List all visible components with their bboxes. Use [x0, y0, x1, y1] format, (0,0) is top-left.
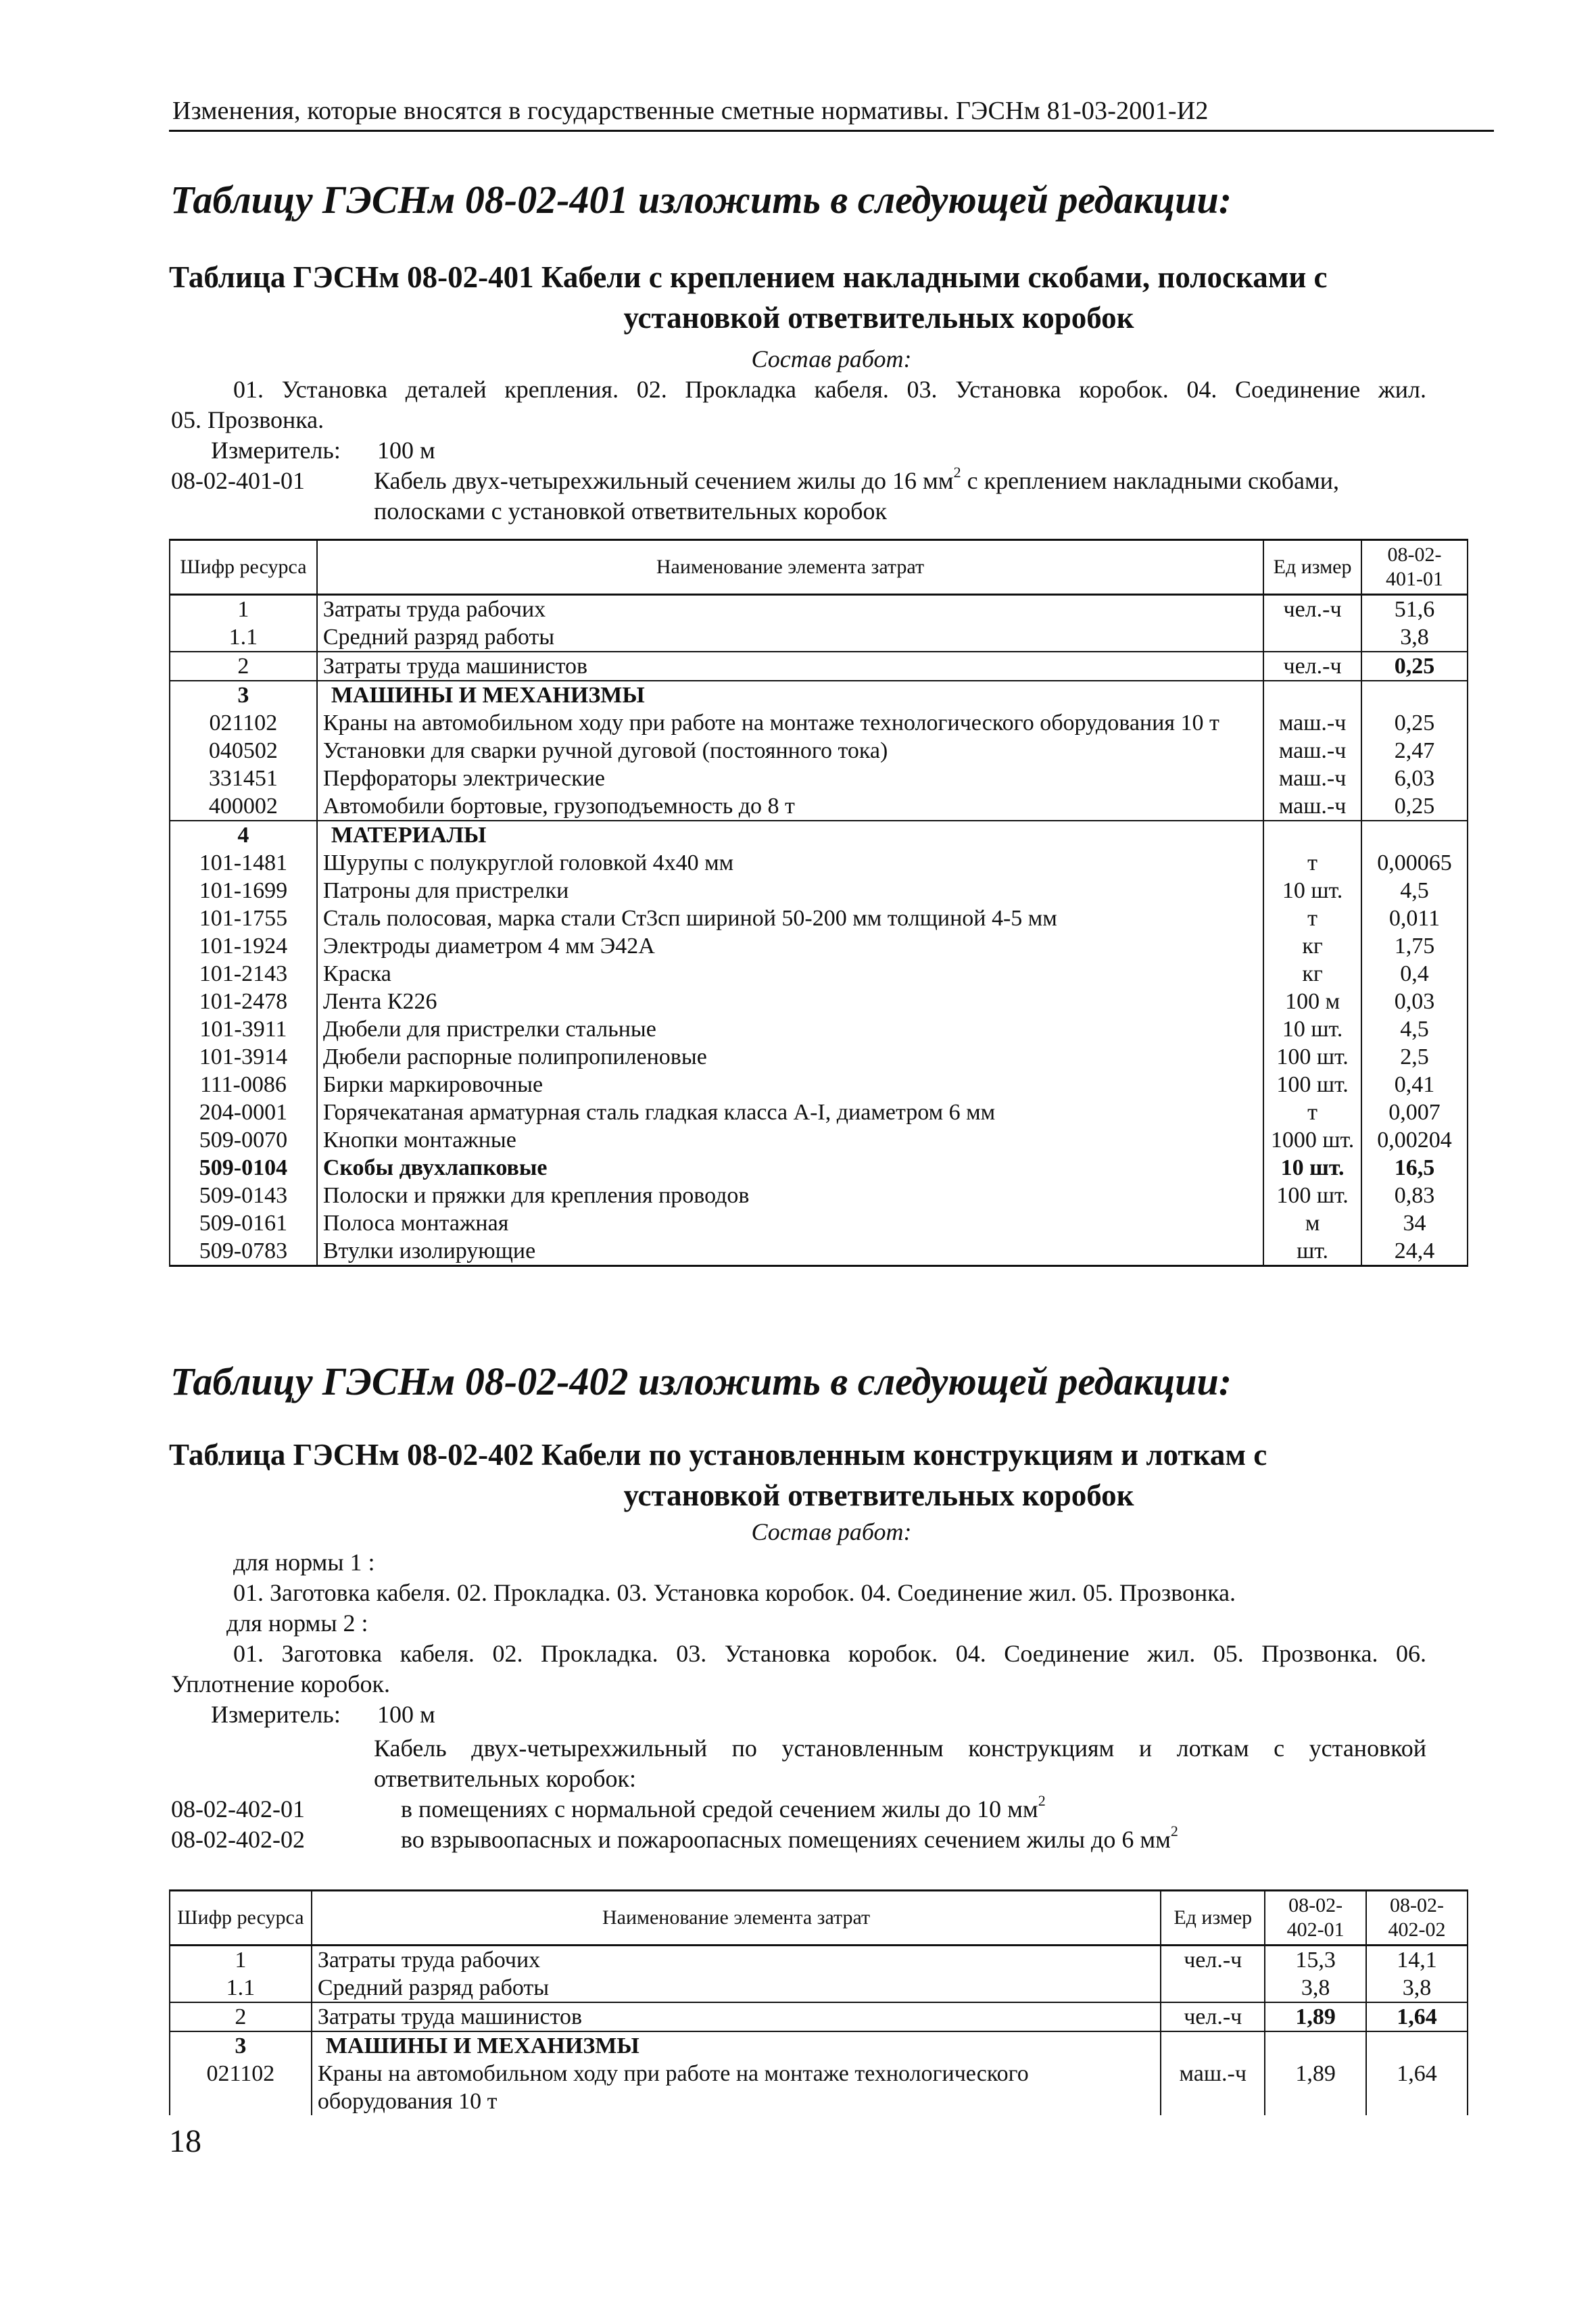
unit-cell: чел.-ч	[1161, 1946, 1265, 1975]
cost-element-cell: МАШИНЫ И МЕХАНИЗМЫ	[317, 681, 1263, 709]
desc-402-line2: ответвительных коробок:	[374, 1765, 637, 1792]
cost-element-cell: Затраты труда машинистов	[312, 2002, 1161, 2031]
table-row	[170, 1946, 1468, 1975]
norm-value-cell-1: 1,89	[1265, 2002, 1366, 2031]
cost-element-cell: Патроны для пристрелки	[317, 877, 1263, 904]
norm-table-401	[169, 539, 1468, 1267]
resource-code-cell: 101-1755	[170, 904, 317, 932]
table-row	[170, 623, 1468, 652]
unit-cell: т	[1263, 904, 1361, 932]
resource-code-cell: 101-1699	[170, 877, 317, 904]
norm-value-cell: 34	[1361, 1209, 1468, 1237]
cost-element-cell: Перфораторы электрические	[317, 765, 1263, 792]
norm-value-cell: 0,25	[1361, 709, 1468, 737]
norm-value-cell: 2,47	[1361, 737, 1468, 765]
norm-value-cell-1: 1,89	[1265, 2060, 1366, 2115]
cost-element-cell: Затраты труда машинистов	[317, 652, 1263, 681]
table-row	[170, 1099, 1468, 1126]
table-row	[170, 765, 1468, 792]
norm2-label: для нормы 2 :	[226, 1610, 368, 1637]
cost-element-cell: Бирки маркировочные	[317, 1071, 1263, 1099]
section-heading-402: Таблицу ГЭСНм 08-02-402 изложить в следующей редакции:	[170, 1359, 1232, 1403]
norm-text-402-02	[401, 1825, 1178, 1854]
resource-code-cell: 2	[170, 2002, 312, 2031]
norm-value-cell	[1361, 681, 1468, 709]
resource-code-cell: 021102	[170, 2060, 312, 2115]
resource-code-cell: 331451	[170, 765, 317, 792]
header-norm-402-02-l1: 08-02-	[1390, 1894, 1445, 1916]
cost-element-cell: Скобы двухлапковые	[317, 1154, 1263, 1182]
resource-code-cell: 1.1	[170, 623, 317, 652]
resource-code-cell: 101-2143	[170, 960, 317, 988]
resource-code-cell: 204-0001	[170, 1099, 317, 1126]
norm-value-cell: 0,4	[1361, 960, 1468, 988]
table-title-402-line2: установкой ответвительных коробок	[623, 1478, 1134, 1512]
cost-element-cell: Затраты труда рабочих	[317, 595, 1263, 624]
norm-value-cell: 0,25	[1361, 652, 1468, 681]
table-row	[170, 1043, 1468, 1071]
desc-402-line1: Кабель двух-четырехжильный по установленным конструкциям и лоткам с установкой	[374, 1735, 1426, 1762]
norm-code-402-02: 08-02-402-02	[171, 1826, 305, 1853]
resource-code-cell: 509-0161	[170, 1209, 317, 1237]
table-row	[170, 821, 1468, 849]
resource-code-cell: 040502	[170, 737, 317, 765]
norm-value-cell-1	[1265, 2031, 1366, 2060]
norm-value-cell: 51,6	[1361, 595, 1468, 624]
unit-cell: маш.-ч	[1263, 737, 1361, 765]
header-unit: Ед измер	[1161, 1891, 1265, 1946]
unit-cell: т	[1263, 849, 1361, 877]
header-norm-402-01-l2: 402-01	[1286, 1919, 1345, 1941]
norm-value-cell: 16,5	[1361, 1154, 1468, 1182]
unit-cell: 100 шт.	[1263, 1182, 1361, 1209]
norm2-work-line1: 01. Заготовка кабеля. 02. Прокладка. 03. Установка коробок. 04. Соединение жил. 05. Прозвонка. 06.	[233, 1640, 1426, 1667]
table-row	[170, 1209, 1468, 1237]
table-row	[170, 1237, 1468, 1266]
norm-value-cell: 0,00065	[1361, 849, 1468, 877]
unit-cell: 10 шт.	[1263, 1015, 1361, 1043]
norm-value-cell: 0,007	[1361, 1099, 1468, 1126]
table-header-row	[170, 540, 1468, 595]
norm-code-402-01: 08-02-402-01	[171, 1795, 305, 1823]
work-line-401-1: 01. Установка деталей крепления. 02. Прокладка кабеля. 03. Установка коробок. 04. Соединение жил.	[233, 376, 1426, 403]
resource-code-cell: 101-1481	[170, 849, 317, 877]
unit-cell: 100 шт.	[1263, 1043, 1361, 1071]
cost-element-cell: Сталь полосовая, марка стали Ст3сп шириной 50-200 мм толщиной 4-5 мм	[317, 904, 1263, 932]
header-resource-code: Шифр ресурса	[170, 540, 317, 595]
resource-code-cell: 1.1	[170, 1974, 312, 2002]
header-norm-402-02-l2: 402-02	[1388, 1919, 1446, 1941]
table-row	[170, 792, 1468, 821]
header-norm-402-01-l1: 08-02-	[1288, 1894, 1343, 1916]
cost-element-cell: Установки для сварки ручной дуговой (постоянного тока)	[317, 737, 1263, 765]
work-caption-402: Состав работ:	[751, 1518, 912, 1545]
cost-element-cell: Полоса монтажная	[317, 1209, 1263, 1237]
norm-value-cell-1: 3,8	[1265, 1974, 1366, 2002]
table-row	[170, 1126, 1468, 1154]
unit-cell: т	[1263, 1099, 1361, 1126]
unit-cell: м	[1263, 1209, 1361, 1237]
unit-cell: кг	[1263, 932, 1361, 960]
measure-value-402: 100 м	[377, 1701, 435, 1728]
running-header: Изменения, которые вносятся в государственные сметные нормативы. ГЭСНм 81-03-2001-И2	[172, 97, 1209, 125]
unit-cell: 100 шт.	[1263, 1071, 1361, 1099]
unit-cell	[1263, 821, 1361, 849]
table-title-401-line1: Таблица ГЭСНм 08-02-401 Кабели с креплением накладными скобами, полосками с	[169, 260, 1328, 294]
cost-element-cell: Средний разряд работы	[312, 1974, 1161, 2002]
table-row	[170, 709, 1468, 737]
measure-label-402: Измеритель:	[211, 1701, 341, 1728]
norm-value-cell: 0,25	[1361, 792, 1468, 821]
resource-code-cell: 101-1924	[170, 932, 317, 960]
norm1-work: 01. Заготовка кабеля. 02. Прокладка. 03. Установка коробок. 04. Соединение жил. 05. Прозвонка.	[233, 1579, 1236, 1606]
table-row	[170, 1154, 1468, 1182]
cost-element-cell: Электроды диаметром 4 мм Э42А	[317, 932, 1263, 960]
table-header-row	[170, 1891, 1468, 1946]
header-rule	[169, 130, 1494, 132]
norm1-label: для нормы 1 :	[233, 1549, 375, 1576]
cost-element-cell: Кнопки монтажные	[317, 1126, 1263, 1154]
table-row	[170, 2060, 1468, 2115]
resource-code-cell: 509-0070	[170, 1126, 317, 1154]
norm-value-cell: 3,8	[1361, 623, 1468, 652]
unit-cell: чел.-ч	[1263, 652, 1361, 681]
table-title-401-line2: установкой ответвительных коробок	[623, 301, 1134, 335]
resource-code-cell: 400002	[170, 792, 317, 821]
unit-cell: 10 шт.	[1263, 1154, 1361, 1182]
table-row	[170, 595, 1468, 624]
resource-code-cell: 509-0783	[170, 1237, 317, 1266]
resource-code-cell: 101-3914	[170, 1043, 317, 1071]
norm-value-cell: 0,03	[1361, 988, 1468, 1015]
cost-element-cell: Дюбели распорные полипропиленовые	[317, 1043, 1263, 1071]
resource-code-cell: 101-3911	[170, 1015, 317, 1043]
header-resource-code: Шифр ресурса	[170, 1891, 312, 1946]
norm-text-402-02-sup: 2	[1170, 1823, 1178, 1839]
table-title-402	[169, 1434, 1494, 1516]
unit-cell: маш.-ч	[1161, 2060, 1265, 2115]
resource-code-cell: 3	[170, 681, 317, 709]
table-row	[170, 904, 1468, 932]
unit-cell: кг	[1263, 960, 1361, 988]
cost-element-cell: Дюбели для пристрелки стальные	[317, 1015, 1263, 1043]
norm-value-cell-2: 1,64	[1366, 2002, 1468, 2031]
table-row	[170, 932, 1468, 960]
norm-code-401-01: 08-02-401-01	[171, 467, 305, 494]
norm-desc-401-01-line2: полосками с установкой ответвительных коробок	[374, 498, 887, 525]
norm-value-cell: 4,5	[1361, 1015, 1468, 1043]
table-row	[170, 877, 1468, 904]
unit-cell: 10 шт.	[1263, 877, 1361, 904]
norm-desc-a: Кабель двух-четырехжильный сечением жилы до 16 мм	[374, 467, 954, 494]
table-row	[170, 1182, 1468, 1209]
cost-element-cell: Затраты труда рабочих	[312, 1946, 1161, 1975]
section-heading-401: Таблицу ГЭСНм 08-02-401 изложить в следующей редакции:	[170, 178, 1232, 222]
cost-element-cell: Горячекатаная арматурная сталь гладкая класса А-I, диаметром 6 мм	[317, 1099, 1263, 1126]
work-caption-401: Состав работ:	[751, 345, 912, 372]
table-row	[170, 849, 1468, 877]
table-row	[170, 988, 1468, 1015]
table-row	[170, 652, 1468, 681]
resource-code-cell: 111-0086	[170, 1071, 317, 1099]
header-norm-l2: 401-01	[1386, 568, 1444, 590]
page-number: 18	[169, 2123, 201, 2159]
header-norm-401-01	[1361, 540, 1468, 595]
cost-element-cell: Средний разряд работы	[317, 623, 1263, 652]
norm-desc-sup: 2	[953, 464, 961, 481]
header-unit: Ед измер	[1263, 540, 1361, 595]
norm-value-cell-2: 1,64	[1366, 2060, 1468, 2115]
table-title-401	[169, 257, 1494, 338]
work-line-401-2: 05. Прозвонка.	[171, 406, 324, 433]
norm-text-402-01	[401, 1792, 1046, 1823]
cost-element-cell: Краны на автомобильном ходу при работе на монтаже технологического оборудования 10 т	[317, 709, 1263, 737]
norm-value-cell: 0,83	[1361, 1182, 1468, 1209]
measure-value-401: 100 м	[377, 437, 435, 464]
norm-value-cell-2	[1366, 2031, 1468, 2060]
unit-cell	[1263, 623, 1361, 652]
cost-element-cell: Краска	[317, 960, 1263, 988]
header-norm-402-01	[1265, 1891, 1366, 1946]
norm-value-cell-2: 14,1	[1366, 1946, 1468, 1975]
header-norm-402-02	[1366, 1891, 1468, 1946]
norm-value-cell: 1,75	[1361, 932, 1468, 960]
unit-cell: маш.-ч	[1263, 709, 1361, 737]
norm-text-402-01-main: в помещениях с нормальной средой сечением жилы до 10 мм	[401, 1795, 1038, 1823]
resource-code-cell: 509-0104	[170, 1154, 317, 1182]
cost-element-cell: МАТЕРИАЛЫ	[317, 821, 1263, 849]
unit-cell	[1161, 1974, 1265, 2002]
cost-element-cell: Лента К226	[317, 988, 1263, 1015]
norm2-work-line2: Уплотнение коробок.	[171, 1670, 391, 1697]
resource-code-cell: 101-2478	[170, 988, 317, 1015]
norm-value-cell: 0,011	[1361, 904, 1468, 932]
table-row	[170, 737, 1468, 765]
norm-value-cell: 24,4	[1361, 1237, 1468, 1266]
norm-value-cell: 6,03	[1361, 765, 1468, 792]
norm-value-cell: 0,41	[1361, 1071, 1468, 1099]
norm-table-402	[169, 1889, 1468, 2115]
unit-cell: 1000 шт.	[1263, 1126, 1361, 1154]
cost-element-cell: МАШИНЫ И МЕХАНИЗМЫ	[312, 2031, 1161, 2060]
resource-code-cell: 1	[170, 595, 317, 624]
norm-value-cell-2: 3,8	[1366, 1974, 1468, 2002]
unit-cell: маш.-ч	[1263, 792, 1361, 821]
norm-desc-401-01	[374, 466, 1469, 495]
measure-label-401: Измеритель:	[211, 437, 341, 464]
resource-code-cell: 2	[170, 652, 317, 681]
unit-cell	[1161, 2031, 1265, 2060]
header-cost-element: Наименование элемента затрат	[312, 1891, 1161, 1946]
norm-value-cell: 2,5	[1361, 1043, 1468, 1071]
unit-cell: 100 м	[1263, 988, 1361, 1015]
table-row	[170, 681, 1468, 709]
unit-cell: шт.	[1263, 1237, 1361, 1266]
table-row	[170, 1071, 1468, 1099]
table-row	[170, 960, 1468, 988]
cost-element-cell: Втулки изолирующие	[317, 1237, 1263, 1266]
unit-cell	[1263, 681, 1361, 709]
cost-element-cell: Краны на автомобильном ходу при работе на монтаже технологического оборудования 10 т	[312, 2060, 1161, 2115]
unit-cell: маш.-ч	[1263, 765, 1361, 792]
norm-text-402-01-sup: 2	[1038, 1792, 1046, 1809]
table-title-402-line1: Таблица ГЭСНм 08-02-402 Кабели по установленным конструкциям и лоткам с	[169, 1438, 1267, 1472]
norm-value-cell: 4,5	[1361, 877, 1468, 904]
table-row	[170, 2002, 1468, 2031]
resource-code-cell: 1	[170, 1946, 312, 1975]
unit-cell: чел.-ч	[1161, 2002, 1265, 2031]
cost-element-cell: Полоски и пряжки для крепления проводов	[317, 1182, 1263, 1209]
resource-code-cell: 4	[170, 821, 317, 849]
header-norm-l1: 08-02-	[1387, 544, 1442, 566]
norm-value-cell	[1361, 821, 1468, 849]
resource-code-cell: 021102	[170, 709, 317, 737]
resource-code-cell: 509-0143	[170, 1182, 317, 1209]
unit-cell: чел.-ч	[1263, 595, 1361, 624]
table-row	[170, 1974, 1468, 2002]
norm-value-cell: 0,00204	[1361, 1126, 1468, 1154]
norm-desc-401-01-text	[374, 466, 1339, 495]
header-cost-element: Наименование элемента затрат	[317, 540, 1263, 595]
norm-desc-b: с креплением накладными скобами,	[961, 467, 1340, 494]
norm-text-402-02-main: во взрывоопасных и пожароопасных помещениях сечением жилы до 6 мм	[401, 1826, 1171, 1853]
cost-element-cell: Шурупы с полукруглой головкой 4х40 мм	[317, 849, 1263, 877]
norm-value-cell-1: 15,3	[1265, 1946, 1366, 1975]
table-row	[170, 1015, 1468, 1043]
cost-element-cell: Автомобили бортовые, грузоподъемность до 8 т	[317, 792, 1263, 821]
table-row	[170, 2031, 1468, 2060]
resource-code-cell: 3	[170, 2031, 312, 2060]
